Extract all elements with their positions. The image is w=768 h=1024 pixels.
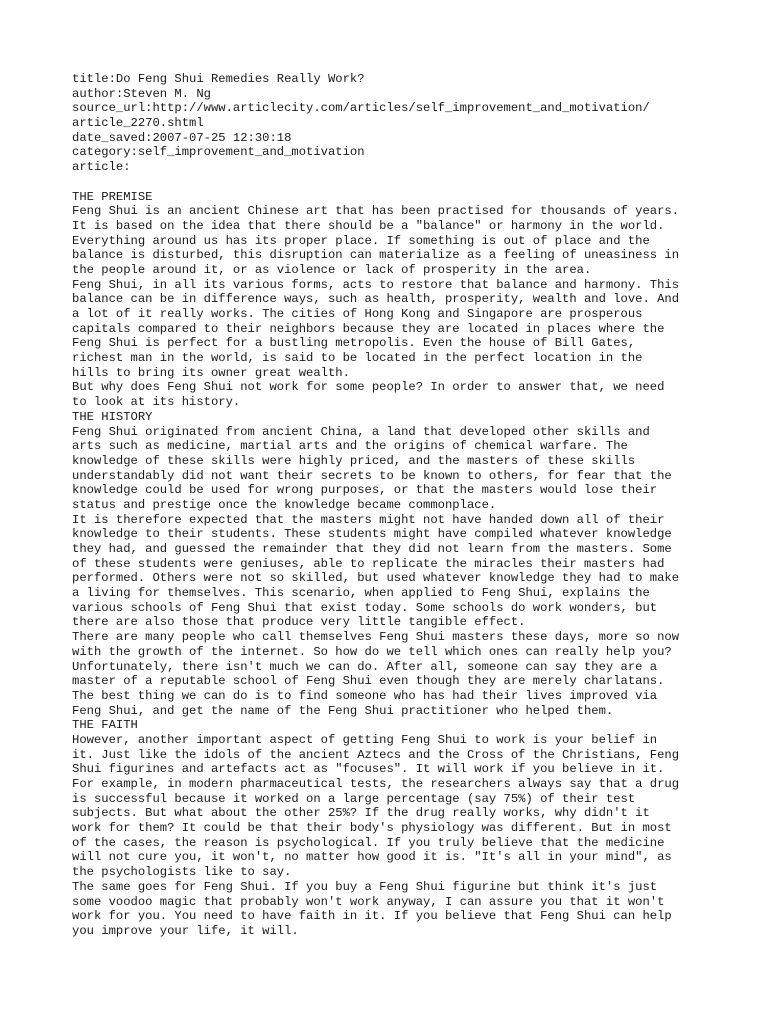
article-line: some voodoo magic that probably won't work anyway, I can assure you that it won't	[72, 894, 665, 909]
article-line: richest man in the world, is said to be located in the perfect location in the	[72, 351, 643, 366]
article-line: various schools of Feng Shui that exist today. Some schools do work wonders, but	[72, 600, 658, 615]
article-line: balance can be in difference ways, such as health, prosperity, wealth and love. And	[72, 292, 680, 307]
article-line: with the growth of the internet. So how do we tell which ones can really help you?	[72, 644, 672, 659]
article-line: is successful because it worked on a large percentage (say 75%) of their test	[72, 791, 636, 806]
article-line: master of a reputable school of Feng Shui even though they are merely charlatans.	[72, 674, 665, 689]
article-body	[72, 190, 712, 939]
article-line: It is therefore expected that the masters might not have handed down all of their	[72, 512, 665, 527]
article-line: THE HISTORY	[72, 409, 153, 424]
article-line: status and prestige once the knowledge became commonplace.	[72, 497, 497, 512]
article-line: subjects. But what about the other 25%? If the drug really works, why didn't it	[72, 806, 650, 821]
article-line: they had, and guessed the remainder that they did not learn from the masters. Some	[72, 542, 672, 556]
article-line: THE FAITH	[72, 718, 138, 733]
meta-source-url-continued: article_2270.shtml	[72, 116, 204, 131]
article-line: balance is disturbed, this disruption can materialize as a feeling of uneasiness in	[72, 248, 680, 263]
article-line: the people around it, or as violence or lack of prosperity in the area.	[72, 262, 592, 277]
article-line: you improve your life, it will.	[72, 923, 299, 938]
article-line: arts such as medicine, martial arts and the origins of chemical warfare. The	[72, 439, 628, 454]
article-line: of these students were geniuses, able to replicate the miracles their masters had	[72, 556, 665, 571]
article-line: The best thing we can do is to find someone who has had their lives improved via	[72, 688, 658, 703]
article-line: THE PREMISE	[72, 189, 153, 204]
article-line: a living for themselves. This scenario, when applied to Feng Shui, explains the	[72, 586, 650, 601]
meta-category: category:self_improvement_and_motivation	[72, 145, 365, 160]
article-line: But why does Feng Shui not work for some people? In order to answer that, we need	[72, 380, 665, 395]
article-line: will not cure you, it won't, no matter how good it is. "It's all in your mind", as	[72, 850, 672, 865]
article-line: Feng Shui, in all its various forms, acts to restore that balance and harmony. This	[72, 277, 680, 292]
meta-title: title:Do Feng Shui Remedies Really Work?	[72, 72, 365, 86]
article-line: knowledge of these skills were highly priced, and the masters of these skills	[72, 453, 636, 468]
article-line: it. Just like the idols of the ancient Aztecs and the Cross of the Christians, Feng	[72, 747, 680, 762]
article-line: It is based on the idea that there should be a "balance" or harmony in the world.	[72, 218, 665, 233]
article-line: to look at its history.	[72, 395, 241, 410]
article-line: performed. Others were not so skilled, but used whatever knowledge they had to make	[72, 571, 680, 586]
article-line: Feng Shui is an ancient Chinese art that has been practised for thousands of years.	[72, 204, 680, 219]
article-line: work for you. You need to have faith in it. If you believe that Feng Shui can help	[72, 909, 672, 924]
meta-article-label: article:	[72, 160, 131, 175]
article-line: understandably did not want their secrets to be known to others, for fear that the	[72, 468, 672, 483]
meta-date-saved: date_saved:2007-07-25 12:30:18	[72, 130, 292, 145]
article-line: capitals compared to their neighbors because they are located in places where the	[72, 321, 665, 336]
article-line: there are also those that produce very little tangible effect.	[72, 615, 526, 630]
meta-source-url: source_url:http://www.articlecity.com/articles/self_improvement_and_motivation/	[72, 101, 650, 116]
article-line: Feng Shui is perfect for a bustling metropolis. Even the house of Bill Gates,	[72, 336, 636, 351]
article-line: Everything around us has its proper place. If something is out of place and the	[72, 233, 650, 248]
article-line: of the cases, the reason is psychological. If you truly believe that the medicine	[72, 835, 665, 850]
document-page	[72, 72, 712, 939]
blank-line	[72, 175, 712, 190]
article-line: There are many people who call themselves Feng Shui masters these days, more so now	[72, 630, 680, 645]
article-line: Feng Shui, and get the name of the Feng Shui practitioner who helped them.	[72, 703, 614, 718]
article-line: Shui figurines and artefacts act as "focuses". It will work if you believe in it.	[72, 762, 665, 777]
article-line: Unfortunately, there isn't much we can do. After all, someone can say they are a	[72, 659, 658, 674]
article-line: However, another important aspect of getting Feng Shui to work is your belief in	[72, 732, 658, 747]
article-line: The same goes for Feng Shui. If you buy a Feng Shui figurine but think it's just	[72, 879, 658, 894]
article-line: For example, in modern pharmaceutical tests, the researchers always say that a drug	[72, 777, 680, 791]
article-line: a lot of it really works. The cities of Hong Kong and Singapore are prosperous	[72, 307, 643, 321]
article-line: work for them? It could be that their body's physiology was different. But in most	[72, 821, 672, 836]
article-line: Feng Shui originated from ancient China, a land that developed other skills and	[72, 424, 650, 439]
article-line: knowledge could be used for wrong purposes, or that the masters would lose their	[72, 483, 658, 498]
article-line: hills to bring its owner great wealth.	[72, 365, 350, 380]
article-line: knowledge to their students. These students might have compiled whatever knowledge	[72, 527, 672, 542]
article-line: the psychologists like to say.	[72, 865, 292, 880]
meta-author: author:Steven M. Ng	[72, 86, 211, 101]
